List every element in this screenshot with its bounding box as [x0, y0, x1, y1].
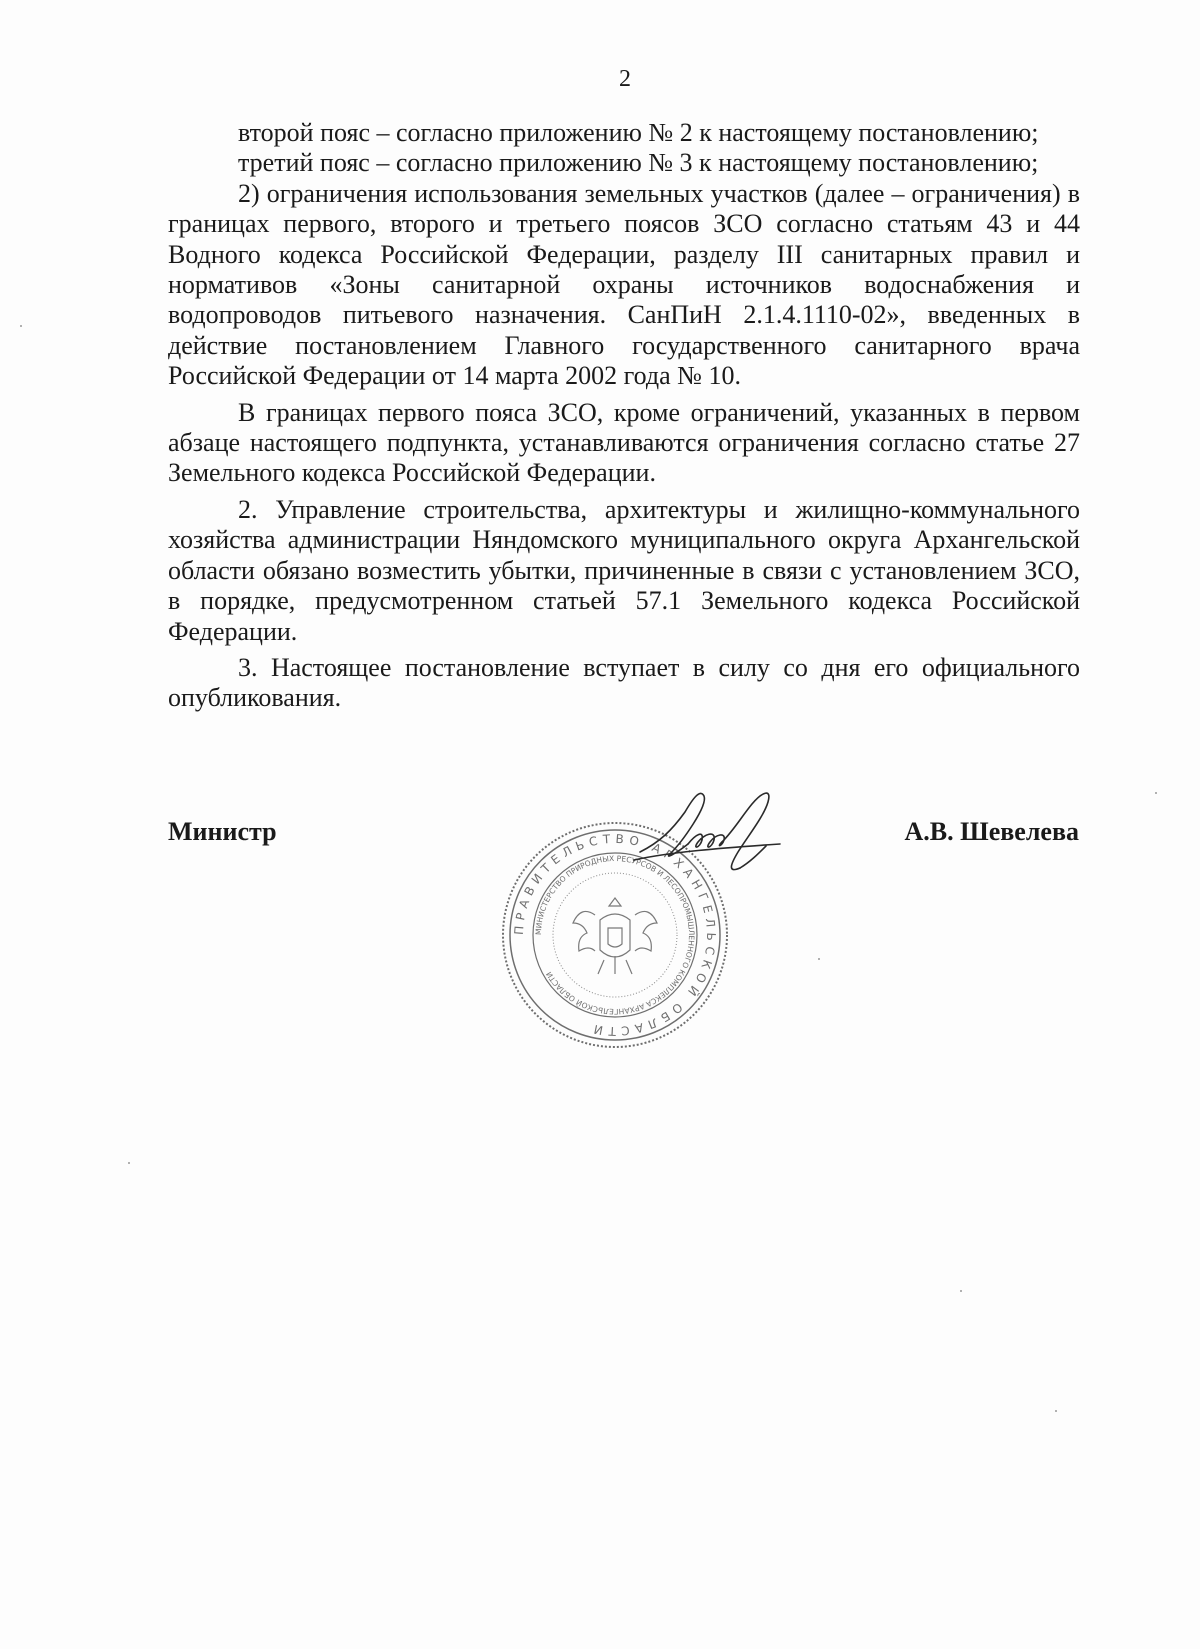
handwritten-signature-icon — [630, 782, 820, 892]
scan-speck — [960, 1290, 962, 1292]
paragraph-second-zone: второй пояс – согласно приложению № 2 к настоящему постановлению; — [238, 118, 1039, 147]
scan-speck — [1055, 1410, 1057, 1412]
scan-speck — [20, 325, 22, 327]
paragraph-compensation: 2. Управление строительства, архитектуры и жилищно-коммунального хозяйства администрации Няндомского муниципального округа Архангельской области обязано возместить убытки, причиненные в связи с установлением ЗСО, в порядке, предусмотренном статьей 57.1 Земельного кодекса Российской Федерации. — [168, 494, 1080, 646]
signatory-name: А.В. Шевелева — [904, 817, 1079, 846]
scan-speck — [128, 1162, 130, 1164]
paragraph-third-zone: третий пояс – согласно приложению № 3 к настоящему постановлению; — [238, 148, 1039, 178]
signatory-title: Министр — [168, 817, 277, 846]
seal-outer-text: ПРАВИТЕЛЬСТВО АРХАНГЕЛЬСКОЙ ОБЛАСТИ — [511, 831, 719, 1039]
scan-speck — [1155, 792, 1157, 794]
page-number: 2 — [619, 66, 631, 92]
paragraph-first-zone-restrictions: В границах первого пояса ЗСО, кроме ограничений, указанных в первом абзаце настоящего подпункта, устанавливаются ограничения согласно статье 27 Земельного кодекса Российской Федерации. — [168, 397, 1080, 488]
paragraph-restrictions: 2) ограничения использования земельных участков (далее – ограничения) в границах первого, второго и третьего поясов ЗСО согласно статьям 43 и 44 Водного кодекса Российской Федерации, разделу III санитарных правил и нормативов «Зоны санитарной охраны источников водоснабжения и водопроводов питьевого назначения. СанПиН 2.1.4.1110-02», введенных в действие постановлением Главного государственного санитарного врача Российской Федерации от 14 марта 2002 года № 10. — [168, 178, 1080, 391]
seal-inner-text: МИНИСТЕРСТВО ПРИРОДНЫХ РЕСУРСОВ И ЛЕСОПРОМЫШЛЕННОГО КОМПЛЕКСА АРХАНГЕЛЬСКОЙ ОБЛАСТИ — [533, 853, 697, 1017]
scan-speck — [818, 958, 820, 960]
document-body — [168, 118, 1080, 714]
paragraph-effective-date: 3. Настоящее постановление вступает в силу со дня его официального опубликования. — [168, 652, 1080, 713]
